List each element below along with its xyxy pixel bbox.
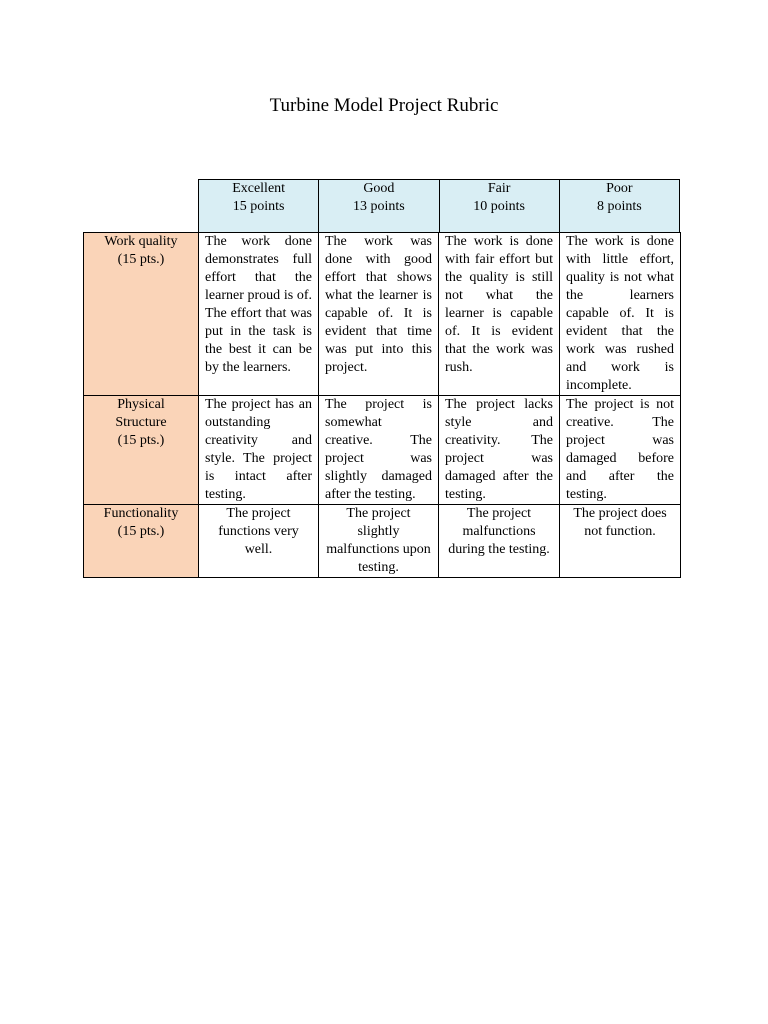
criterion-points: (15 pts.) bbox=[117, 433, 165, 448]
table-row bbox=[84, 505, 681, 578]
rubric-cell: The work done demonstrates full effort that the learner proud is of. The effort that was put in the task is the best it can be by the learners. bbox=[199, 233, 319, 396]
level-header-fair bbox=[439, 180, 559, 233]
rubric-cell: The project is not creative. The project was damaged before and after the testing. bbox=[560, 396, 681, 505]
rubric-cell: The project has an outstanding creativity and style. The project is intact after testing. bbox=[199, 396, 319, 505]
rubric-cell: The project slightly malfunctions upon testing. bbox=[319, 505, 439, 578]
criterion-work-quality bbox=[84, 233, 199, 396]
rubric-cell: The project lacks style and creativity. The project was damaged after the testing. bbox=[439, 396, 560, 505]
level-points: 8 points bbox=[597, 199, 642, 214]
rubric-cell: The work was done with good effort that shows what the learner is capable of. It is evident that time was put into this project. bbox=[319, 233, 439, 396]
table-row bbox=[84, 396, 681, 505]
criterion-name: Structure bbox=[115, 415, 167, 430]
level-header-poor bbox=[559, 180, 679, 233]
level-points: 10 points bbox=[473, 199, 525, 214]
criterion-functionality bbox=[84, 505, 199, 578]
criterion-points: (15 pts.) bbox=[117, 252, 165, 267]
rubric-cell: The project malfunctions during the testing. bbox=[439, 505, 560, 578]
rubric-table bbox=[83, 232, 681, 578]
rubric-header-row bbox=[198, 179, 680, 233]
table-row bbox=[84, 233, 681, 396]
level-points: 13 points bbox=[353, 199, 405, 214]
level-header-good bbox=[319, 180, 439, 233]
rubric-cell: The project functions very well. bbox=[199, 505, 319, 578]
level-name: Good bbox=[363, 181, 395, 196]
level-header-excellent bbox=[199, 180, 319, 233]
criterion-name: Functionality bbox=[103, 506, 179, 521]
level-name: Poor bbox=[606, 181, 633, 196]
criterion-name: Work quality bbox=[104, 234, 178, 249]
criterion-physical-structure bbox=[84, 396, 199, 505]
rubric-cell: The work is done with fair effort but the quality is still not what the learner is capable of. It is evident that the work was rush. bbox=[439, 233, 560, 396]
criterion-points: (15 pts.) bbox=[117, 524, 165, 539]
criterion-name: Physical bbox=[117, 397, 165, 412]
rubric-cell: The project is somewhat creative. The project was slightly damaged after the testing. bbox=[319, 396, 439, 505]
rubric-cell: The work is done with little effort, quality is not what the learners capable of. It is evident that the work was rushed and work is incomplete. bbox=[560, 233, 681, 396]
page-title: Turbine Model Project Rubric bbox=[269, 95, 499, 116]
level-name: Excellent bbox=[232, 181, 286, 196]
rubric-cell: The project does not function. bbox=[560, 505, 681, 578]
level-name: Fair bbox=[487, 181, 511, 196]
level-points: 15 points bbox=[232, 199, 285, 214]
